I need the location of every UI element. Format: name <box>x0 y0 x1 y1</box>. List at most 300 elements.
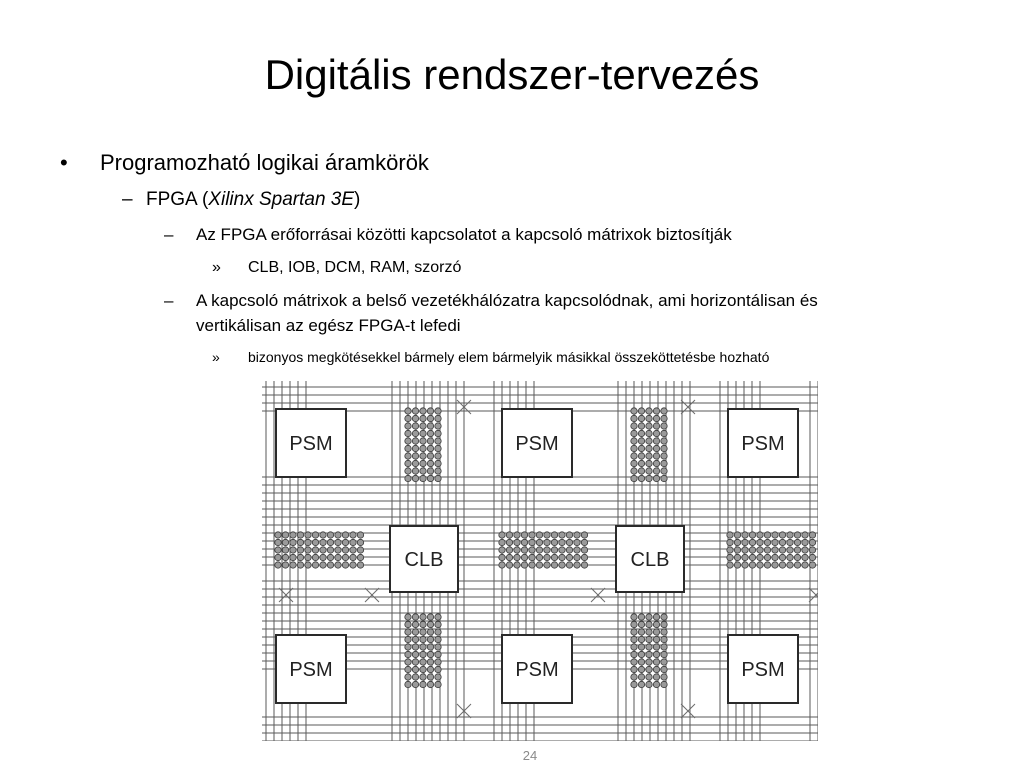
connection-point <box>435 460 441 466</box>
clb-block <box>390 526 458 592</box>
connection-point <box>779 539 785 545</box>
connection-point <box>646 423 652 429</box>
connection-point <box>631 666 637 672</box>
connection-point <box>757 554 763 560</box>
connection-point <box>734 532 740 538</box>
connection-point <box>653 681 659 687</box>
connection-point <box>559 532 565 538</box>
connection-point <box>536 539 542 545</box>
connection-point <box>794 539 800 545</box>
connection-point <box>529 539 535 545</box>
connection-point <box>742 547 748 553</box>
bullet-text: A kapcsoló mátrixok a belső vezetékhálózatra kapcsolódnak, ami horizontálisan és <box>196 291 818 310</box>
connection-point <box>631 415 637 421</box>
bullet-text: CLB, IOB, DCM, RAM, szorzó <box>248 259 462 276</box>
connection-point <box>646 468 652 474</box>
connection-point <box>435 636 441 642</box>
connection-point <box>435 651 441 657</box>
connection-point <box>794 532 800 538</box>
connection-point <box>499 547 505 553</box>
connection-point <box>661 438 667 444</box>
connection-point <box>653 659 659 665</box>
connection-point <box>749 532 755 538</box>
connection-point <box>653 651 659 657</box>
connection-point <box>412 659 418 665</box>
connection-point <box>342 562 348 568</box>
connection-point <box>631 475 637 481</box>
connection-point <box>499 554 505 560</box>
connection-point <box>772 539 778 545</box>
connection-point <box>435 430 441 436</box>
connection-point <box>551 562 557 568</box>
connection-point <box>427 614 433 620</box>
connection-point <box>514 554 520 560</box>
connection-point <box>412 460 418 466</box>
connection-point <box>499 539 505 545</box>
connection-point <box>420 415 426 421</box>
connection-point <box>631 430 637 436</box>
bullet-text: Programozható logikai áramkörök <box>100 150 429 175</box>
connection-point <box>646 475 652 481</box>
connection-point <box>802 532 808 538</box>
connection-point <box>661 621 667 627</box>
connection-point <box>506 547 512 553</box>
connection-point <box>357 562 363 568</box>
connection-point <box>551 539 557 545</box>
connection-point <box>357 554 363 560</box>
connection-point <box>427 438 433 444</box>
connection-point <box>566 532 572 538</box>
connection-point <box>727 532 733 538</box>
connection-point <box>312 562 318 568</box>
connection-point <box>646 666 652 672</box>
connection-point <box>282 532 288 538</box>
connection-point <box>420 681 426 687</box>
connection-point <box>405 621 411 627</box>
connection-point <box>779 562 785 568</box>
connection-point <box>661 453 667 459</box>
connection-point <box>405 666 411 672</box>
connection-point <box>631 621 637 627</box>
bullet-marker: • <box>60 150 68 175</box>
connection-point <box>581 547 587 553</box>
connection-point <box>427 681 433 687</box>
connection-point <box>551 532 557 538</box>
connection-point <box>420 674 426 680</box>
connection-point <box>653 666 659 672</box>
connection-point <box>405 453 411 459</box>
connection-point <box>305 532 311 538</box>
connection-point <box>435 415 441 421</box>
connection-point <box>757 532 763 538</box>
connection-point <box>661 674 667 680</box>
connection-point <box>727 539 733 545</box>
connection-point <box>305 554 311 560</box>
connection-point <box>350 539 356 545</box>
connection-point <box>794 554 800 560</box>
connection-point <box>297 547 303 553</box>
psm-block <box>276 409 346 477</box>
bullet-marker: – <box>164 291 174 310</box>
connection-point <box>653 621 659 627</box>
connection-point <box>802 554 808 560</box>
connection-point <box>412 468 418 474</box>
psm-block <box>502 635 572 703</box>
connection-point <box>787 562 793 568</box>
connection-point <box>405 445 411 451</box>
connection-point <box>529 532 535 538</box>
connection-point <box>638 629 644 635</box>
connection-point <box>435 621 441 627</box>
connection-point <box>405 438 411 444</box>
connection-point <box>764 532 770 538</box>
connection-point <box>661 423 667 429</box>
connection-point <box>412 415 418 421</box>
connection-point <box>312 554 318 560</box>
connection-point <box>574 539 580 545</box>
connection-point <box>312 547 318 553</box>
connection-point <box>282 554 288 560</box>
connection-point <box>420 651 426 657</box>
connection-point <box>661 629 667 635</box>
connection-point <box>342 532 348 538</box>
connection-point <box>412 475 418 481</box>
connection-point <box>646 430 652 436</box>
connection-point <box>734 562 740 568</box>
connection-point <box>335 539 341 545</box>
connection-point <box>727 554 733 560</box>
connection-point <box>405 644 411 650</box>
connection-point <box>646 659 652 665</box>
connection-point <box>631 651 637 657</box>
psm-block-label: PSM <box>741 433 785 455</box>
connection-point <box>638 666 644 672</box>
connection-point <box>514 532 520 538</box>
connection-point <box>646 681 652 687</box>
connection-point <box>282 547 288 553</box>
connection-point <box>320 562 326 568</box>
connection-point <box>320 554 326 560</box>
connection-point <box>661 636 667 642</box>
connection-point <box>749 547 755 553</box>
connection-point <box>435 644 441 650</box>
connection-point <box>809 539 815 545</box>
psm-block <box>728 409 798 477</box>
connection-point <box>514 562 520 568</box>
connection-point <box>412 636 418 642</box>
connection-point <box>653 445 659 451</box>
connection-point <box>631 644 637 650</box>
connection-point <box>357 532 363 538</box>
connection-point <box>646 438 652 444</box>
connection-point <box>521 547 527 553</box>
connection-point <box>764 554 770 560</box>
connection-point <box>420 430 426 436</box>
connection-point <box>638 674 644 680</box>
connection-point <box>559 554 565 560</box>
connection-point <box>787 532 793 538</box>
connection-point <box>566 562 572 568</box>
connection-point <box>638 415 644 421</box>
connection-point <box>802 539 808 545</box>
connection-point <box>653 614 659 620</box>
connection-point <box>653 468 659 474</box>
connection-point <box>405 460 411 466</box>
connection-point <box>412 423 418 429</box>
connection-point <box>427 651 433 657</box>
connection-point <box>734 554 740 560</box>
connection-point <box>499 562 505 568</box>
connection-point <box>350 532 356 538</box>
connection-point <box>420 629 426 635</box>
connection-point <box>536 547 542 553</box>
connection-point <box>544 539 550 545</box>
connection-point <box>506 532 512 538</box>
connection-point <box>435 468 441 474</box>
connection-point <box>581 532 587 538</box>
connection-point <box>631 438 637 444</box>
connection-point <box>305 547 311 553</box>
connection-point <box>787 539 793 545</box>
connection-point <box>405 423 411 429</box>
psm-block <box>276 635 346 703</box>
connection-point <box>275 562 281 568</box>
connection-point <box>435 614 441 620</box>
connection-point <box>435 666 441 672</box>
connection-point <box>646 408 652 414</box>
page-number: 24 <box>522 748 538 763</box>
bullet-marker: – <box>164 225 174 244</box>
bullet-text-suffix: ) <box>354 189 361 210</box>
connection-point <box>787 547 793 553</box>
connection-point <box>544 562 550 568</box>
psm-block <box>728 635 798 703</box>
connection-point <box>405 636 411 642</box>
connection-point <box>420 453 426 459</box>
connection-point <box>772 554 778 560</box>
connection-point <box>631 659 637 665</box>
connection-point <box>420 644 426 650</box>
connection-point <box>802 562 808 568</box>
connection-point <box>521 562 527 568</box>
connection-point <box>631 445 637 451</box>
connection-point <box>275 554 281 560</box>
connection-point <box>559 539 565 545</box>
connection-point <box>514 547 520 553</box>
connection-point <box>802 547 808 553</box>
connection-point <box>297 562 303 568</box>
connection-point <box>749 554 755 560</box>
connection-point <box>420 468 426 474</box>
connection-point <box>412 674 418 680</box>
connection-point <box>435 674 441 680</box>
connection-point <box>661 666 667 672</box>
connection-point <box>282 539 288 545</box>
connection-point <box>405 408 411 414</box>
connection-point <box>536 554 542 560</box>
connection-point <box>809 547 815 553</box>
connection-point <box>506 539 512 545</box>
connection-point <box>742 554 748 560</box>
connection-point <box>327 554 333 560</box>
connection-point <box>420 408 426 414</box>
connection-point <box>638 636 644 642</box>
connection-point <box>559 562 565 568</box>
connection-point <box>529 554 535 560</box>
connection-point <box>420 614 426 620</box>
connection-point <box>653 475 659 481</box>
connection-point <box>405 475 411 481</box>
connection-point <box>297 539 303 545</box>
connection-point <box>412 666 418 672</box>
connection-point <box>638 438 644 444</box>
connection-point <box>661 460 667 466</box>
connection-point <box>787 554 793 560</box>
connection-point <box>631 614 637 620</box>
connection-point <box>412 621 418 627</box>
connection-point <box>638 651 644 657</box>
connection-point <box>420 621 426 627</box>
connection-point <box>420 423 426 429</box>
clb-block-label: CLB <box>630 549 670 571</box>
connection-point <box>521 554 527 560</box>
connection-point <box>631 674 637 680</box>
connection-point <box>514 539 520 545</box>
connection-point <box>427 621 433 627</box>
psm-block-label: PSM <box>741 659 785 681</box>
connection-point <box>646 453 652 459</box>
connection-point <box>521 539 527 545</box>
connection-point <box>646 629 652 635</box>
connection-point <box>661 681 667 687</box>
connection-point <box>661 651 667 657</box>
connection-point <box>420 445 426 451</box>
connection-point <box>427 460 433 466</box>
connection-point <box>412 614 418 620</box>
connection-point <box>749 539 755 545</box>
bullet-text-italic: Xilinx Spartan 3E <box>208 189 355 210</box>
connection-point <box>581 539 587 545</box>
connection-point <box>638 468 644 474</box>
connection-point <box>335 562 341 568</box>
slide-title: Digitális rendszer-tervezés <box>264 51 760 98</box>
connection-point <box>350 554 356 560</box>
connection-point <box>653 636 659 642</box>
connection-point <box>638 614 644 620</box>
connection-point <box>653 460 659 466</box>
connection-point <box>757 539 763 545</box>
connection-point <box>653 629 659 635</box>
connection-point <box>275 532 281 538</box>
connection-point <box>427 644 433 650</box>
connection-point <box>320 532 326 538</box>
connection-point <box>779 547 785 553</box>
connection-point <box>427 475 433 481</box>
connection-point <box>420 666 426 672</box>
clb-block <box>616 526 684 592</box>
connection-point <box>757 562 763 568</box>
connection-point <box>653 644 659 650</box>
bullet-marker: » <box>212 349 220 365</box>
psm-block-label: PSM <box>289 659 333 681</box>
connection-point <box>420 475 426 481</box>
bullet-marker: – <box>122 189 133 210</box>
connection-point <box>631 468 637 474</box>
connection-point <box>412 644 418 650</box>
connection-point <box>427 659 433 665</box>
connection-point <box>638 445 644 451</box>
connection-point <box>335 554 341 560</box>
connection-point <box>653 423 659 429</box>
connection-point <box>631 636 637 642</box>
connection-point <box>653 430 659 436</box>
connection-point <box>305 562 311 568</box>
connection-point <box>327 539 333 545</box>
connection-point <box>427 453 433 459</box>
connection-point <box>574 554 580 560</box>
connection-point <box>405 681 411 687</box>
connection-point <box>794 562 800 568</box>
connection-point <box>653 438 659 444</box>
connection-point <box>631 453 637 459</box>
connection-point <box>412 453 418 459</box>
connection-point <box>327 532 333 538</box>
connection-point <box>427 445 433 451</box>
connection-point <box>661 415 667 421</box>
connection-point <box>631 408 637 414</box>
connection-point <box>779 554 785 560</box>
connection-point <box>320 539 326 545</box>
connection-point <box>653 408 659 414</box>
connection-point <box>536 532 542 538</box>
connection-point <box>566 547 572 553</box>
connection-point <box>305 539 311 545</box>
connection-point <box>661 659 667 665</box>
connection-point <box>275 547 281 553</box>
bullet-text-continued: vertikálisan az egész FPGA-t lefedi <box>196 316 461 335</box>
connection-point <box>809 532 815 538</box>
connection-point <box>435 681 441 687</box>
connection-point <box>427 430 433 436</box>
bullet-text <box>146 189 360 211</box>
connection-point <box>646 651 652 657</box>
connection-point <box>320 547 326 553</box>
connection-point <box>742 532 748 538</box>
connection-point <box>435 408 441 414</box>
connection-point <box>764 547 770 553</box>
connection-point <box>297 554 303 560</box>
connection-point <box>544 554 550 560</box>
connection-point <box>742 539 748 545</box>
connection-point <box>661 644 667 650</box>
connection-point <box>290 562 296 568</box>
connection-point <box>312 539 318 545</box>
connection-point <box>749 562 755 568</box>
connection-point <box>653 453 659 459</box>
connection-point <box>742 562 748 568</box>
connection-point <box>574 547 580 553</box>
connection-point <box>506 562 512 568</box>
connection-point <box>435 659 441 665</box>
connection-point <box>290 554 296 560</box>
clb-block-label: CLB <box>404 549 444 571</box>
connection-point <box>757 547 763 553</box>
connection-point <box>427 666 433 672</box>
connection-point <box>327 562 333 568</box>
connection-point <box>574 562 580 568</box>
bullet-text-prefix: FPGA ( <box>146 189 209 210</box>
connection-point <box>734 539 740 545</box>
